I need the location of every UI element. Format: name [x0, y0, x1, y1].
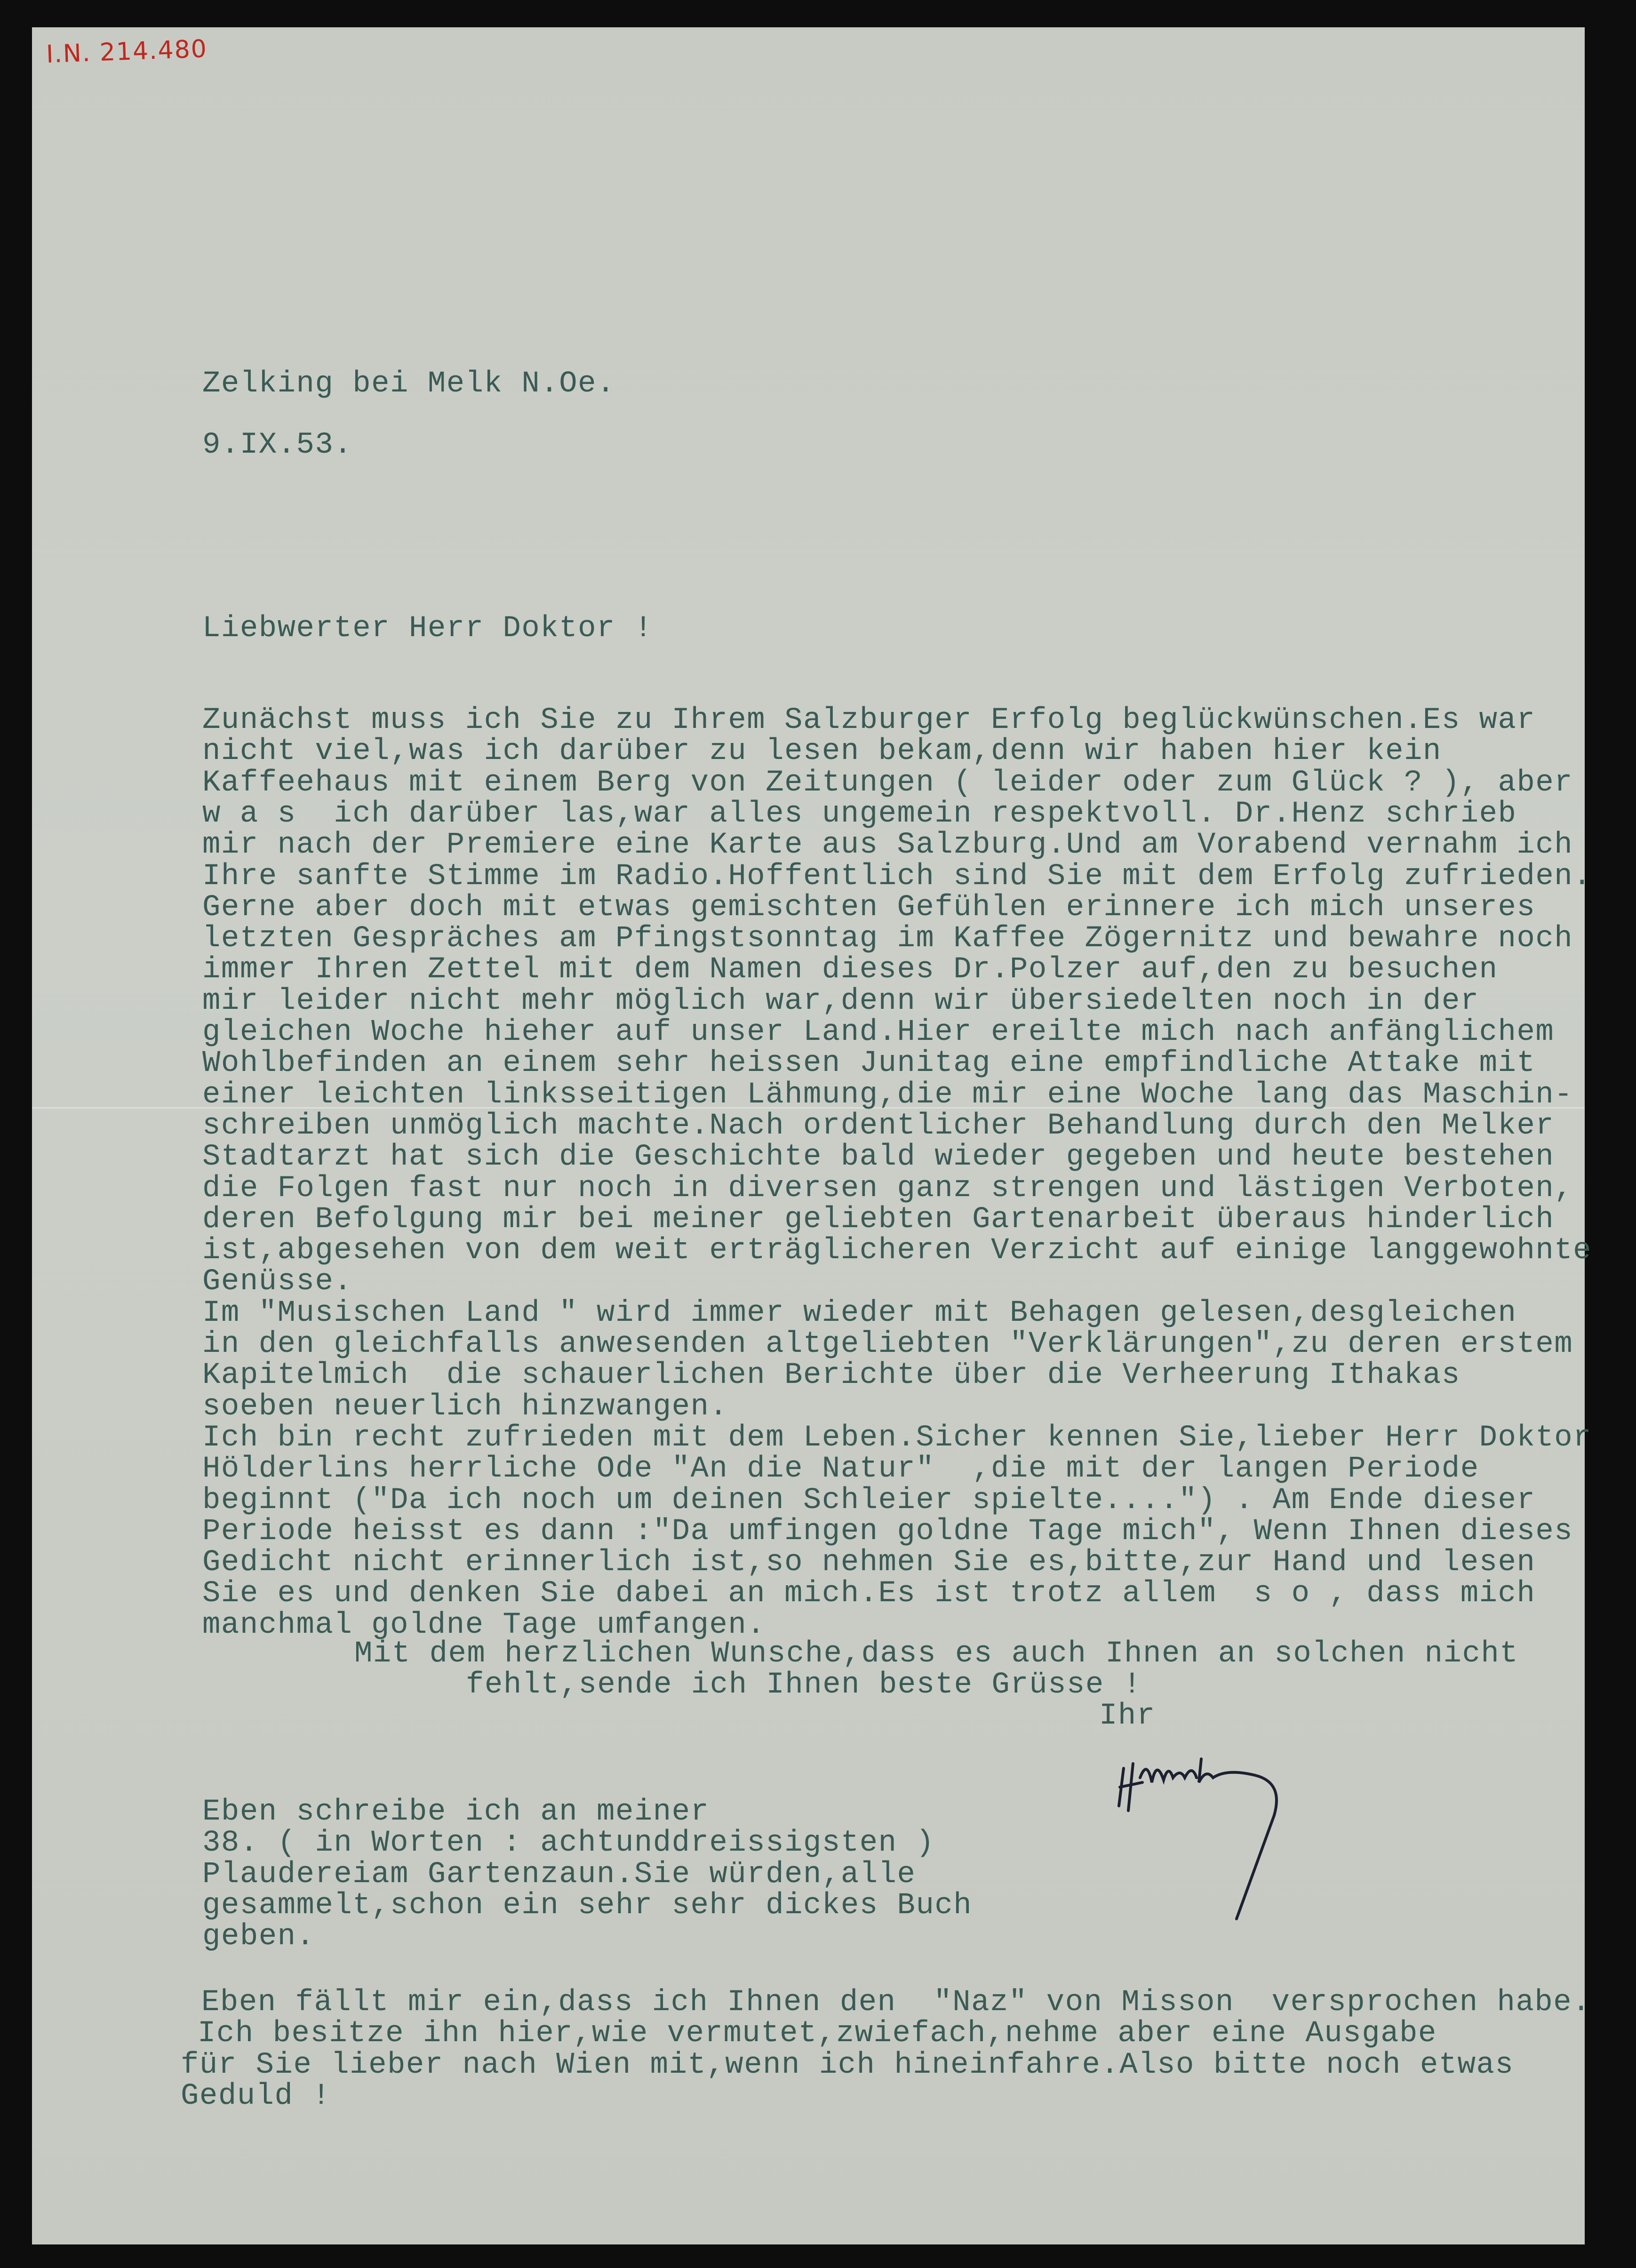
postscript-line: Ich besitze ihn hier,wie vermutet,zwiefach,nehme aber eine Ausgabe [198, 2017, 1437, 2051]
postscript-line: Eben schreibe ich an meiner [202, 1795, 710, 1829]
body-line: Kaffeehaus mit einem Berg von Zeitungen ( leider oder zum Glück ? ), aber [202, 766, 1573, 800]
body-line: Im "Musischen Land " wird immer wieder mit Behagen gelesen,desgleichen [202, 1296, 1517, 1330]
postscript-line: für Sie lieber nach Wien mit,wenn ich hineinfahre.Also bitte noch etwas [181, 2048, 1514, 2082]
body-line: letzten Gespräches am Pfingstsonntag im Kaffee Zögernitz und bewahre noch [202, 922, 1573, 956]
body-line: mir nach der Premiere eine Karte aus Salzburg.Und am Vorabend vernahm ich [202, 828, 1573, 862]
body-line: Ihre sanfte Stimme im Radio.Hoffentlich sind Sie mit dem Erfolg zufrieden. [202, 859, 1592, 894]
body-line: Periode heisst es dann :"Da umfingen goldne Tage mich", Wenn Ihnen dieses [202, 1514, 1573, 1549]
body-line: w a s ich darüber las,war alles ungemein respektvoll. Dr.Henz schrieb [202, 797, 1517, 831]
postscript-line: Eben fällt mir ein,dass ich Ihnen den "Naz" von Misson versprochen habe. [201, 1986, 1591, 2020]
body-line: Gerne aber doch mit etwas gemischten Gefühlen erinnere ich mich unseres [202, 890, 1536, 925]
postscript-line: geben. [202, 1920, 315, 1954]
letter-date: 9.IX.53. [202, 428, 353, 462]
body-line: Ich bin recht zufrieden mit dem Leben.Sicher kennen Sie,lieber Herr Doktor [202, 1421, 1592, 1455]
body-line: Wohlbefinden an einem sehr heissen Junitag eine empfindliche Attake mit [202, 1046, 1536, 1081]
salutation: Liebwerter Herr Doktor ! [202, 612, 653, 646]
body-line: nicht viel,was ich darüber zu lesen bekam,denn wir haben hier kein [202, 735, 1442, 769]
body-line: ist,abgesehen von dem weit erträglicheren Verzicht auf einige langgewohnte [202, 1234, 1592, 1268]
sender-place: Zelking bei Melk N.Oe. [202, 367, 615, 401]
body-line: Stadtarzt hat sich die Geschichte bald wieder gegeben und heute bestehen [202, 1140, 1555, 1174]
body-line: gleichen Woche hieher auf unser Land.Hier ereilte mich nach anfänglichem [202, 1015, 1555, 1049]
body-line: Kapitelmich die schauerlichen Berichte über die Verheerung Ithakas [202, 1358, 1460, 1393]
closing-line-1: Mit dem herzlichen Wunsche,dass es auch Ihnen an solchen nicht [354, 1637, 1519, 1671]
body-line: mir leider nicht mehr möglich war,denn wir übersiedelten noch in der [202, 984, 1479, 1018]
body-line: Genüsse. [202, 1265, 353, 1299]
closing-line-3: Ihr [1099, 1699, 1156, 1733]
body-line: in den gleichfalls anwesenden altgeliebten "Verklärungen",zu deren erstem [202, 1327, 1573, 1361]
body-line: soeben neuerlich hinzwangen. [202, 1390, 728, 1424]
archive-accession-number: I.N. 214.480 [46, 35, 208, 69]
body-line: einer leichten linksseitigen Lähmung,die mir eine Woche lang das Maschin- [202, 1078, 1573, 1112]
body-line: Gedicht nicht erinnerlich ist,so nehmen Sie es,bitte,zur Hand und lesen [202, 1546, 1536, 1580]
body-line: deren Befolgung mir bei meiner geliebten Gartenarbeit überaus hinderlich [202, 1202, 1555, 1237]
body-line: schreiben unmöglich machte.Nach ordentlicher Behandlung durch den Melker [202, 1109, 1555, 1143]
body-line: Zunächst muss ich Sie zu Ihrem Salzburger Erfolg beglückwünschen.Es war [202, 703, 1536, 737]
body-line: Hölderlins herrliche Ode "An die Natur" ,die mit der langen Periode [202, 1452, 1479, 1486]
body-line: die Folgen fast nur noch in diversen ganz strengen und lästigen Verboten, [202, 1171, 1573, 1206]
handwritten-signature [1114, 1731, 1378, 1928]
body-line: Sie es und denken Sie dabei an mich.Es ist trotz allem s o , dass mich [202, 1577, 1536, 1611]
closing-line-2: fehlt,sende ich Ihnen beste Grüsse ! [466, 1668, 1142, 1702]
postscript-line: 38. ( in Worten : achtunddreissigsten ) [202, 1826, 935, 1861]
postscript-line: Geduld ! [181, 2079, 331, 2113]
body-line: manchmal goldne Tage umfangen. [202, 1608, 766, 1642]
letter-page [32, 27, 1592, 2244]
postscript-line: Plaudereiam Gartenzaun.Sie würden,alle [202, 1857, 916, 1892]
postscript-line: gesammelt,schon ein sehr sehr dickes Buch [202, 1888, 973, 1923]
body-line: immer Ihren Zettel mit dem Namen dieses Dr.Polzer auf,den zu besuchen [202, 953, 1498, 987]
body-line: beginnt ("Da ich noch um deinen Schleier spielte....") . Am Ende dieser [202, 1483, 1536, 1517]
